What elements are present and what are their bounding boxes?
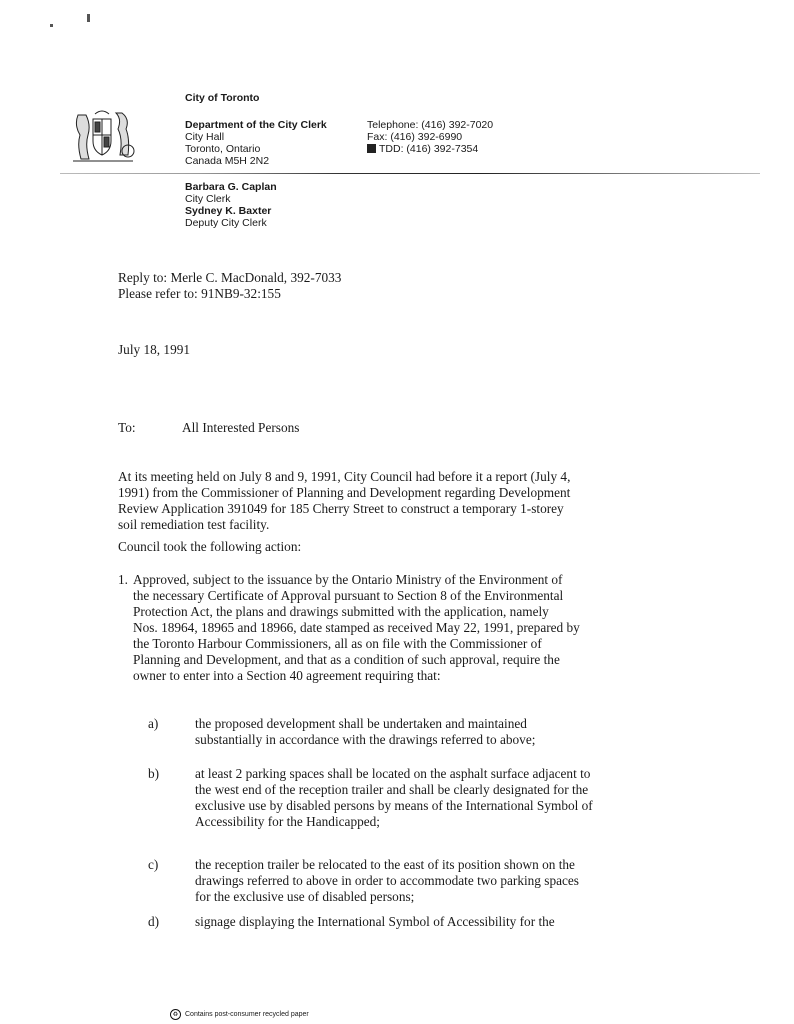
text-line: Accessibility for the Handicapped;	[195, 814, 380, 829]
sub-item-c	[195, 857, 715, 905]
telephone: Telephone: (416) 392-7020	[367, 119, 494, 131]
text-line: the west end of the reception trailer and shall be clearly designated for the	[195, 782, 589, 797]
recipient-label: To:	[118, 420, 136, 435]
recycle-icon: ♻	[170, 1009, 181, 1020]
city-crest-icon	[68, 105, 138, 167]
text-line: 1991) from the Commissioner of Planning and Development regarding Development	[118, 485, 571, 500]
sub-item-a	[195, 716, 715, 748]
text-line: Approved, subject to the issuance by the Ontario Ministry of the Environment of	[133, 572, 563, 587]
official-name: Barbara G. Caplan	[185, 181, 277, 193]
text-line: substantially in accordance with the drawings referred to above;	[195, 732, 536, 747]
recipient-value: All Interested Persons	[182, 420, 300, 435]
text-line: soil remediation test facility.	[118, 517, 270, 532]
tdd-phone-icon	[367, 144, 376, 153]
address-line: Canada M5H 2N2	[185, 155, 270, 167]
text-line: at least 2 parking spaces shall be located on the asphalt surface adjacent to	[195, 766, 591, 781]
action-heading: Council took the following action:	[118, 539, 302, 554]
scan-speck	[87, 14, 90, 22]
item-1-body	[133, 572, 713, 684]
official-name: Sydney K. Baxter	[185, 205, 272, 217]
refer-to: Please refer to: 91NB9-32:155	[118, 286, 281, 301]
text-line: At its meeting held on July 8 and 9, 1991, City Council had before it a report (July 4,	[118, 469, 571, 484]
header-divider	[60, 173, 760, 174]
text-line: the Toronto Harbour Commissioners, all as on file with the Commissioner of	[133, 636, 542, 651]
official-title: City Clerk	[185, 193, 231, 205]
text-line: the reception trailer be relocated to the east of its position shown on the	[195, 857, 575, 872]
footer	[170, 1009, 309, 1020]
item-number: 1.	[118, 572, 128, 587]
intro-paragraph	[118, 469, 718, 533]
organization-name: City of Toronto	[185, 92, 260, 104]
department-address	[185, 119, 327, 167]
sub-item-label: b)	[148, 766, 160, 781]
sub-item-label: c)	[148, 857, 159, 872]
text-line: owner to enter into a Section 40 agreement requiring that:	[133, 668, 441, 683]
text-line: Review Application 391049 for 185 Cherry Street to construct a temporary 1-storey	[118, 501, 564, 516]
text-line: Nos. 18964, 18965 and 18966, date stamped as received May 22, 1991, prepared by	[133, 620, 580, 635]
reference-block	[118, 270, 341, 302]
sub-item-b	[195, 766, 715, 830]
official-title: Deputy City Clerk	[185, 217, 267, 229]
text-line: signage displaying the International Symbol of Accessibility for the	[195, 914, 555, 929]
text-line: for the exclusive use of disabled persons;	[195, 889, 415, 904]
letter-date: July 18, 1991	[118, 342, 191, 357]
footer-text: Contains post-consumer recycled paper	[185, 1011, 309, 1018]
sub-item-label: d)	[148, 914, 160, 929]
sub-item-d	[195, 914, 715, 930]
text-line: Protection Act, the plans and drawings submitted with the application, namely	[133, 604, 549, 619]
tdd: TDD: (416) 392-7354	[379, 143, 479, 155]
letterhead-block	[185, 92, 259, 104]
contact-block	[367, 119, 493, 155]
tdd-line	[367, 143, 493, 155]
department-name: Department of the City Clerk	[185, 119, 327, 131]
fax: Fax: (416) 392-6990	[367, 131, 463, 143]
officials-block	[185, 181, 277, 229]
scan-speck	[50, 24, 53, 27]
reply-to: Reply to: Merle C. MacDonald, 392-7033	[118, 270, 342, 285]
sub-item-label: a)	[148, 716, 159, 731]
text-line: drawings referred to above in order to accommodate two parking spaces	[195, 873, 579, 888]
text-line: the proposed development shall be undertaken and maintained	[195, 716, 527, 731]
text-line: exclusive use by disabled persons by means of the International Symbol of	[195, 798, 593, 813]
text-line: Planning and Development, and that as a condition of such approval, require the	[133, 652, 560, 667]
text-line: the necessary Certificate of Approval pursuant to Section 8 of the Environmental	[133, 588, 564, 603]
address-line: Toronto, Ontario	[185, 143, 261, 155]
address-line: City Hall	[185, 131, 225, 143]
